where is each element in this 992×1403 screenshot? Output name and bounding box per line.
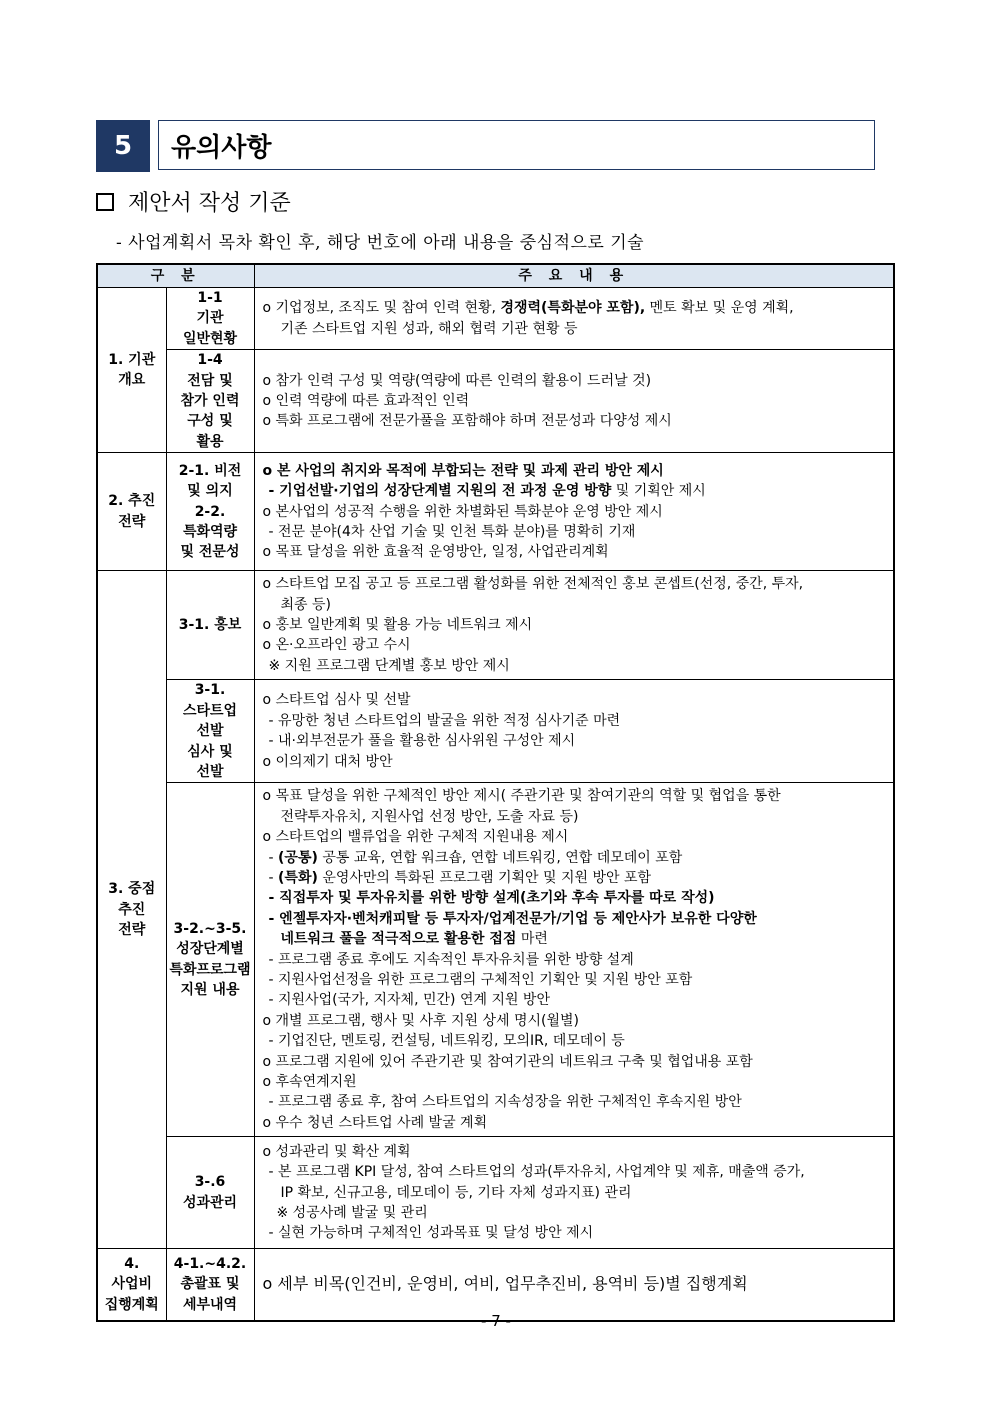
content-line: 전략투자유치, 지원사업 선정 방안, 도출 자료 등) bbox=[280, 808, 579, 825]
content-line: o 우수 청년 스타트업 사례 발굴 계획 bbox=[262, 1114, 488, 1131]
content-line: o 온·오프라인 광고 수시 bbox=[262, 637, 411, 654]
content-line: 기존 스타트업 지원 성과, 해외 협력 기관 현황 등 bbox=[280, 320, 578, 337]
item-label: 선발 bbox=[196, 723, 224, 740]
item-label: 구성 및 bbox=[187, 413, 233, 430]
item-cell bbox=[166, 1249, 254, 1321]
content-line: o 홍보 일반계획 및 활용 가능 네트워크 제시 bbox=[262, 617, 533, 634]
group-label: 2. 추진 bbox=[108, 493, 156, 510]
content-line: o 성과관리 및 확산 계획 bbox=[262, 1143, 411, 1160]
content-line: - 유망한 청년 스타트업의 발굴을 위한 적정 심사기준 마련 bbox=[268, 712, 621, 729]
table-row bbox=[97, 783, 894, 1137]
item-cell bbox=[166, 571, 254, 680]
content-cell bbox=[254, 571, 894, 680]
content-line: - 프로그램 종료 후, 참여 스타트업의 지속성장을 위한 구체적인 후속지원 방안 bbox=[268, 1094, 742, 1111]
item-label: 및 전문성 bbox=[180, 544, 240, 561]
item-label: 기관 bbox=[196, 310, 224, 327]
header-content: 주 요 내 용 bbox=[254, 264, 894, 288]
group-label: 전략 bbox=[118, 921, 146, 938]
item-label: 전담 및 bbox=[187, 372, 233, 389]
item-cell bbox=[166, 1137, 254, 1249]
content-cell bbox=[254, 453, 894, 571]
content-line: - 실현 가능하며 구체적인 성과목표 및 달성 방안 제시 bbox=[268, 1225, 594, 1242]
item-label: 총괄표 및 bbox=[180, 1276, 240, 1293]
item-label: 성과관리 bbox=[182, 1194, 238, 1211]
checkbox-square-icon bbox=[96, 193, 114, 211]
content-cell bbox=[254, 783, 894, 1137]
content-line: o 특화 프로그램에 전문가풀을 포함해야 하며 전문성과 다양성 제시 bbox=[262, 413, 672, 430]
content-line: o 스타트업 심사 및 선발 bbox=[262, 692, 411, 709]
content-line: o 스타트업 모집 공고 등 프로그램 활성화를 위한 전체적인 홍보 콘셉트(선정, 중간, 투자, bbox=[262, 576, 804, 593]
group-cell bbox=[97, 288, 166, 453]
item-cell bbox=[166, 288, 254, 350]
group-label: 4. bbox=[124, 1255, 140, 1272]
item-label: 및 의지 bbox=[187, 483, 233, 500]
content-line: o 기업정보, 조직도 및 참여 인력 현황, 경쟁력(특화분야 포함), 멘토 확보 및 운영 계획, bbox=[262, 300, 794, 317]
group-cell bbox=[97, 571, 166, 1249]
item-label: 스타트업 bbox=[182, 702, 238, 719]
table-row bbox=[97, 288, 894, 350]
item-label: 1-1 bbox=[197, 290, 223, 306]
content-line: o 본사업의 성공적 수행을 위한 차별화된 특화분야 운영 방안 제시 bbox=[262, 503, 663, 520]
content-line: - 프로그램 종료 후에도 지속적인 투자유치를 위한 방향 설계 bbox=[268, 951, 634, 968]
table-row bbox=[97, 453, 894, 571]
content-line: 최종 등) bbox=[280, 596, 331, 613]
content-cell bbox=[254, 1249, 894, 1321]
item-label: 4-1.~4.2. bbox=[173, 1255, 247, 1272]
table-header-row bbox=[97, 264, 894, 288]
section-title bbox=[158, 120, 875, 170]
content-line: - (특화) 운영사만의 특화된 프로그램 기획안 및 지원 방안 포함 bbox=[268, 869, 652, 886]
content-line: o 목표 달성을 위한 효율적 운영방안, 일정, 사업관리계획 bbox=[262, 544, 609, 561]
item-label: 참가 인력 bbox=[180, 393, 240, 410]
section-title-text: 유의사항 bbox=[171, 132, 272, 163]
item-label: 3-1. 홍보 bbox=[178, 617, 242, 634]
item-label: 활용 bbox=[196, 433, 224, 450]
item-label: 3-2.~3-5. bbox=[173, 920, 247, 937]
item-label: 지원 내용 bbox=[180, 982, 240, 999]
item-label: 일반현황 bbox=[182, 330, 238, 347]
content-line: - 기업진단, 멘토링, 컨설팅, 네트워킹, 모의IR, 데모데이 등 bbox=[268, 1033, 625, 1050]
group-label: 사업비 bbox=[111, 1276, 153, 1293]
content-line: ※ 성공사례 발굴 및 관리 bbox=[276, 1204, 428, 1221]
group-cell bbox=[97, 1249, 166, 1321]
item-label: 특화역량 bbox=[182, 523, 238, 540]
content-cell bbox=[254, 288, 894, 350]
content-line: - (공통) 공통 교육, 연합 워크숍, 연합 네트워킹, 연합 데모데이 포함 bbox=[268, 849, 683, 866]
content-line: - 기업선발·기업의 성장단계별 지원의 전 과정 운영 방향 및 기획안 제시 bbox=[268, 483, 706, 500]
item-label: 2-2. bbox=[194, 503, 226, 520]
item-cell bbox=[166, 453, 254, 571]
content-line: o 이의제기 대처 방안 bbox=[262, 753, 393, 770]
table-row bbox=[97, 680, 894, 783]
content-cell bbox=[254, 350, 894, 453]
content-line: - 지원사업(국가, 지자체, 민간) 연계 지원 방안 bbox=[268, 992, 550, 1009]
table-row bbox=[97, 350, 894, 453]
group-label: 전략 bbox=[118, 513, 146, 530]
table-row bbox=[97, 571, 894, 680]
item-label: 3-1. bbox=[194, 682, 226, 699]
content-line: o 스타트업의 밸류업을 위한 구체적 지원내용 제시 bbox=[262, 829, 569, 846]
content-line: - 직접투자 및 투자유치를 위한 방향 설계(초기와 후속 투자를 따로 작성) bbox=[268, 890, 715, 907]
table-row bbox=[97, 1137, 894, 1249]
item-cell bbox=[166, 680, 254, 783]
item-label: 심사 및 bbox=[187, 743, 233, 760]
content-line: o 세부 비목(인건비, 운영비, 여비, 업무추진비, 용역비 등)별 집행계획 bbox=[262, 1274, 748, 1294]
group-label: 1. 기관 bbox=[108, 351, 156, 368]
group-label: 집행계획 bbox=[104, 1296, 159, 1313]
content-cell bbox=[254, 680, 894, 783]
item-label: 1-4 bbox=[197, 352, 223, 369]
item-cell bbox=[166, 783, 254, 1137]
content-line: o 인력 역량에 따른 효과적인 인력 bbox=[262, 393, 470, 410]
content-line: - 엔젤투자자·벤처캐피탈 등 투자자/업계전문가/기업 등 제안사가 보유한 다양한 bbox=[268, 910, 757, 927]
content-line: - 내·외부전문가 풀을 활용한 심사위원 구성안 제시 bbox=[268, 733, 576, 750]
content-line: o 개별 프로그램, 행사 및 사후 지원 상세 명시(월별) bbox=[262, 1012, 579, 1029]
item-label: 2-1. 비전 bbox=[178, 462, 242, 479]
content-line: ※ 지원 프로그램 단계별 홍보 방안 제시 bbox=[268, 657, 510, 674]
table-row bbox=[97, 1249, 894, 1321]
content-line: o 프로그램 지원에 있어 주관기관 및 참여기관의 네트워크 구축 및 협업내용 포함 bbox=[262, 1053, 753, 1070]
item-label: 성장단계별 bbox=[176, 941, 244, 958]
content-line: - 본 프로그램 KPI 달성, 참여 스타트업의 성과(투자유치, 사업계약 및 제휴, 매출액 증가, bbox=[268, 1164, 805, 1181]
item-label: 선발 bbox=[196, 763, 224, 780]
group-cell bbox=[97, 453, 166, 571]
item-cell bbox=[166, 350, 254, 453]
group-label: 추진 bbox=[118, 901, 146, 918]
content-line: - 지원사업선정을 위한 프로그램의 구체적인 기획안 및 지원 방안 포함 bbox=[268, 971, 693, 988]
content-line: o 참가 인력 구성 및 역량(역량에 따른 인력의 활용이 드러날 것) bbox=[262, 372, 652, 389]
item-label: 특화프로그램 bbox=[169, 961, 251, 978]
instruction-note: - 사업계획서 목차 확인 후, 해당 번호에 아래 내용을 중심적으로 기술 bbox=[116, 233, 645, 253]
subheading-text: 제안서 작성 기준 bbox=[128, 191, 291, 216]
item-label: 세부내역 bbox=[182, 1296, 238, 1313]
content-line: 네트워크 풀을 적극적으로 활용한 접점 마련 bbox=[280, 931, 548, 948]
group-label: 3. 중점 bbox=[108, 881, 156, 898]
content-line: IP 확보, 신규고용, 데모데이 등, 기타 자체 성과지표) 관리 bbox=[280, 1184, 632, 1201]
subheading bbox=[96, 186, 291, 217]
content-line: - 전문 분야(4차 산업 기술 및 인천 특화 분야)를 명확히 기재 bbox=[268, 523, 636, 540]
header-category: 구 분 bbox=[97, 264, 254, 288]
page-number: - 7 - bbox=[481, 1312, 511, 1330]
criteria-table bbox=[96, 263, 895, 1322]
content-line: o 후속연계지원 bbox=[262, 1074, 357, 1090]
content-line: o 본 사업의 취지와 목적에 부합되는 전략 및 과제 관리 방안 제시 bbox=[262, 462, 664, 479]
item-label: 3-.6 bbox=[194, 1174, 226, 1191]
section-number-badge: 5 bbox=[96, 120, 150, 172]
content-line: o 목표 달성을 위한 구체적인 방안 제시( 주관기관 및 참여기관의 역할 및 협업을 통한 bbox=[262, 788, 781, 805]
group-label: 개요 bbox=[118, 372, 146, 389]
content-cell bbox=[254, 1137, 894, 1249]
